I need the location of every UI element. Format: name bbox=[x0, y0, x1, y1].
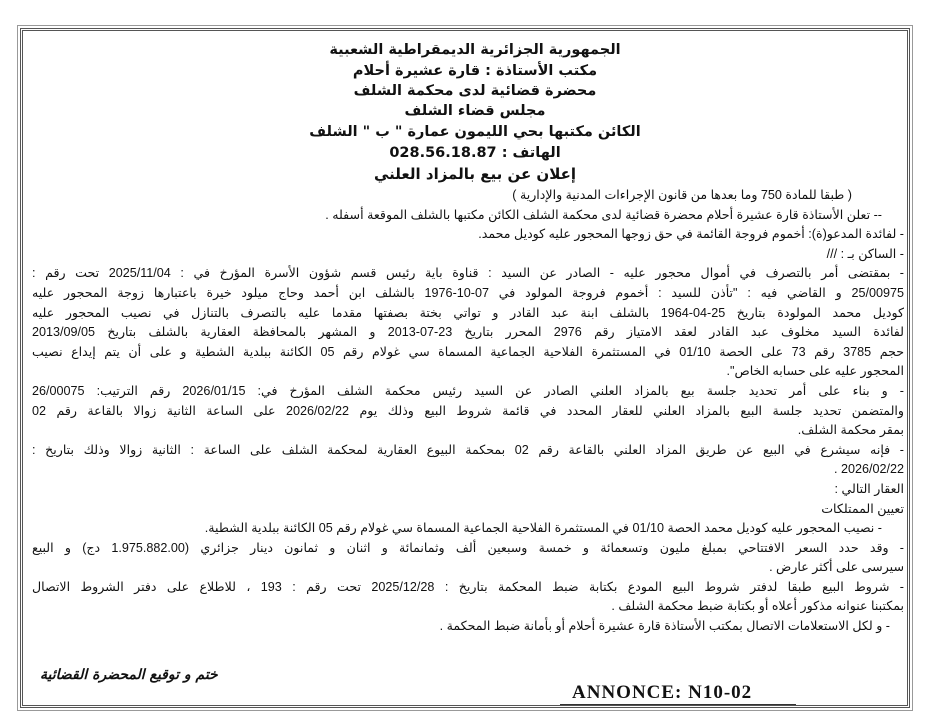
header-address: الكائن مكتبها بحي الليمون عمارة " ب " الشلف bbox=[309, 124, 641, 140]
body-line: - فإنه سيشرع في البيع عن طريق المزاد العلني بالقاعة رقم 02 بمحكمة البيوع العقارية لمحكمة الشلف على الساعة : الثانية زوالا وذلك بتاريخ : bbox=[32, 442, 904, 457]
body-line: 2026/02/22 . bbox=[833, 462, 904, 477]
body-line: بمقر محكمة الشلف. bbox=[797, 423, 904, 438]
header-phone: الهاتف : 028.56.18.87 bbox=[389, 145, 561, 161]
body-line: سيرسى على أكثر عارض . bbox=[769, 560, 904, 575]
annonce-number: ANNONCE: N10-02 bbox=[566, 682, 758, 704]
header-country: الجمهورية الجزائرية الديمقراطية الشعبية bbox=[329, 42, 621, 58]
body-line: - و بناء على أمر تحديد جلسة بيع بالمزاد العلني الصادر عن السيد رئيس محكمة الشلف المؤرخ في: 2026/01/15 رقم الترتيب: 26/00075 bbox=[32, 383, 904, 398]
body-line: - الساكن بـ : /// bbox=[826, 246, 904, 261]
notice-body bbox=[32, 186, 904, 637]
body-line: لفائدة السيد مخلوف عبد القادر لعقد الامتياز رقم 2976 المحرر بتاريخ 23-07-2013 و المشهر بالمحافظة العقارية بالشلف بتاريخ 2013/09/05 bbox=[32, 325, 904, 340]
body-line: بمكتبنا عنوانه مذكور أعلاه أو بكتابة ضبط محكمة الشلف . bbox=[611, 599, 904, 614]
body-line: كوديل محمد المولودة بتاريخ 25-04-1964 بالشلف ابنة عبد القادر و تواتي بختة بصفتها مقدما عليه بالتصرف بالتنازل في نصيب المحجور عليه bbox=[32, 305, 904, 320]
signature-label: ختم و توقيع المحضرة القضائية bbox=[40, 667, 218, 683]
body-line: والمتضمن تحديد جلسة البيع بالمزاد العلني للعقار المحدد في قائمة شروط البيع وذلك يوم 2026/02/22 على الساعة الثانية زوالا بالقاعة رقم 02 bbox=[32, 403, 904, 418]
body-line: 25/00975 و القاضي فيه : "تأذن للسيد : أخموم فروجة المولود في 07-10-1976 بالشلف ابن أحمد وحاج ميلود خيرة باعتبارها زوجة المحجور عليه bbox=[32, 285, 904, 300]
body-line: تعيين الممتلكات bbox=[821, 501, 904, 516]
body-line: - لفائدة المدعو(ة): أخموم فروجة القائمة في حق زوجها المحجور عليه كوديل محمد. bbox=[478, 227, 904, 242]
body-line: - وقد حدد السعر الافتتاحي بمبلغ مليون وتسعمائة و خمسة وسبعين ألف وثمانمائة و اثنان و ثمانون دينار جزائري (1.975.882.00 دج) و البيع bbox=[32, 540, 904, 555]
body-line: حجم 3785 رقم 73 على الحصة 01/10 في المستثمرة الفلاحية الجماعية المسماة سي غولام رقم 05 الكائنة ببلدية الشطية و على أن يتم إيداع نصيب bbox=[32, 344, 904, 359]
body-line: -- تعلن الأستاذة قارة عشيرة أحلام محضرة قضائية لدى محكمة الشلف الكائن مكتبها بالشلف الموقعة أسفله . bbox=[325, 207, 882, 222]
header-office: مكتب الأستاذة : قارة عشيرة أحلام bbox=[352, 63, 598, 79]
header-court: مجلس قضاء الشلف bbox=[404, 103, 546, 119]
notice-title: إعلان عن بيع بالمزاد العلني bbox=[373, 165, 576, 183]
body-line: المحجور عليه على حسابه الخاص". bbox=[726, 364, 904, 379]
body-line: العقار التالي : bbox=[834, 481, 904, 496]
body-line: - شروط البيع طبقا لدفتر شروط البيع المودع بكتابة ضبط المحكمة بتاريخ : 2025/12/28 تحت رقم : 193 ، للاطلاع على دفتر الشروط الاتصال bbox=[32, 579, 904, 594]
header-bailiff: محضرة قضائية لدى محكمة الشلف bbox=[353, 83, 597, 99]
body-line: - بمقتضى أمر بالتصرف في أموال محجور عليه - الصادر عن السيد : قناوة باية رئيس قسم شؤون الأسرة المؤرخ في : 2025/11/04 تحت رقم : bbox=[32, 266, 904, 281]
legal-basis: ( طبقا للمادة 750 وما بعدها من قانون الإجراءات المدنية والإدارية ) bbox=[512, 188, 852, 202]
divider bbox=[560, 704, 796, 705]
body-line: - نصيب المحجور عليه كوديل محمد الحصة 01/10 في المستثمرة الفلاحية الجماعية المسماة سي غولام رقم 05 الكائنة ببلدية الشطية. bbox=[204, 521, 882, 536]
body-line: - و لكل الاستعلامات الاتصال بمكتب الأستاذة قارة عشيرة أحلام أو بأمانة ضبط المحكمة . bbox=[439, 619, 890, 634]
